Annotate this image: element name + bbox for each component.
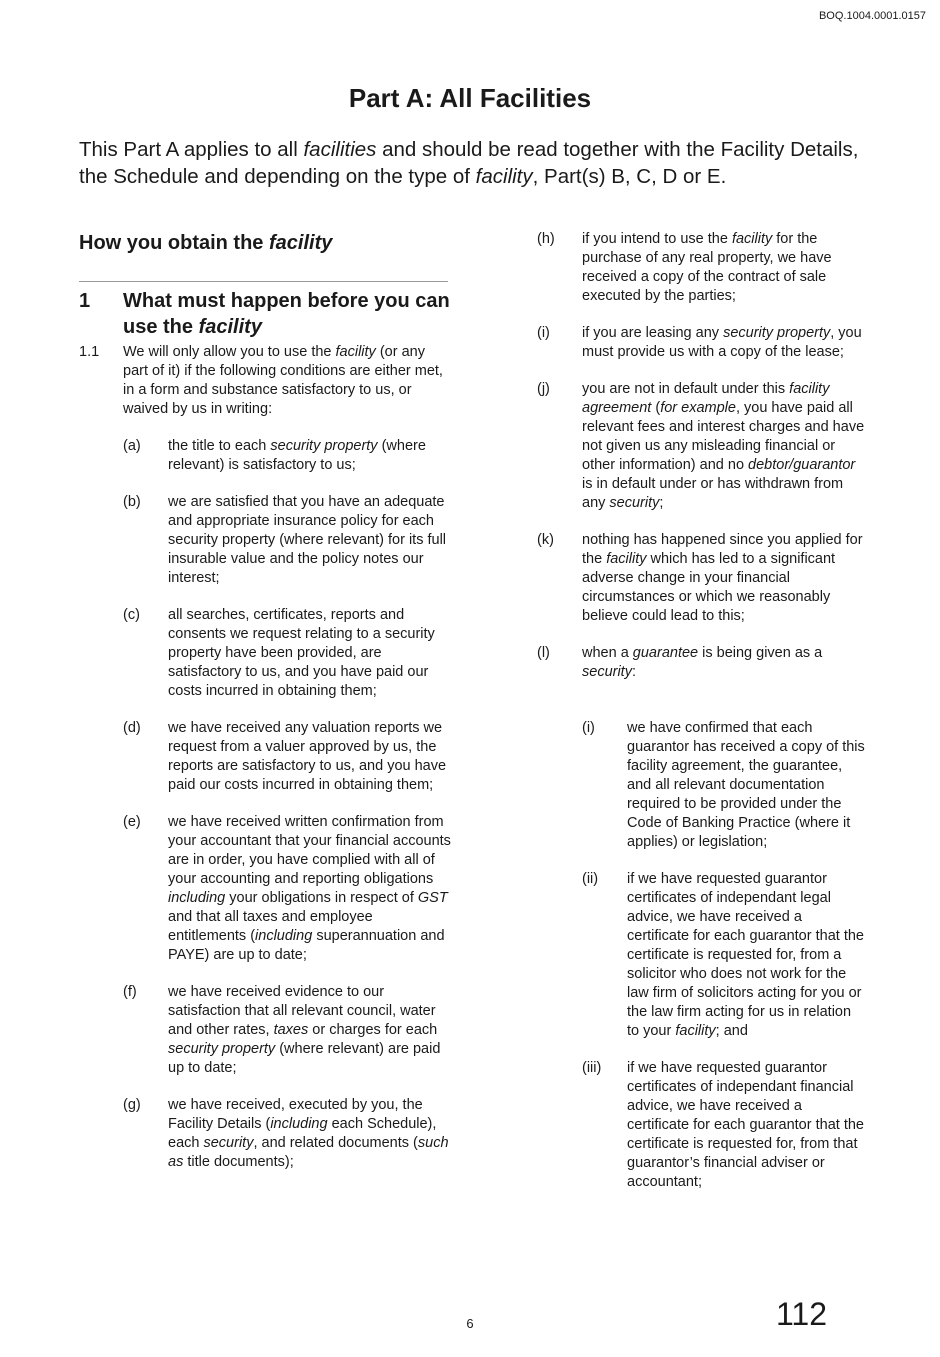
subitem-text: we have confirmed that each guarantor has received a copy of this facility agreement, the guarantee, and all relevant documentation required to be provided under the Code of Banking Practice (where it applies) or legislation;: [627, 720, 865, 850]
document-reference: BOQ.1004.0001.0157: [818, 10, 926, 22]
list-item: [537, 230, 867, 306]
sub-list-item: [582, 870, 867, 1041]
divider: [79, 281, 448, 282]
item-text: you are not in default under this facility agreement (for example, you have paid all relevant fees and interest charges and have not given us any misleading financial or other information) and no debtor/guarantor is in default under or has withdrawn from any security;: [582, 381, 865, 511]
list-item: [123, 1096, 451, 1172]
item-label: (c): [123, 607, 140, 623]
subclause-text: We will only allow you to use the facility (or any part of it) if the following conditions are either met, in a form and substance satisfactory to us, or waived by us in writing:: [123, 344, 443, 417]
item-label: (d): [123, 720, 141, 736]
list-item: [537, 324, 867, 362]
list-item: [123, 437, 451, 475]
page-number: 6: [466, 1316, 474, 1331]
subitem-label: (ii): [582, 871, 599, 887]
item-text: we have received evidence to our satisfaction that all relevant council, water and other rates, taxes or charges for each security property (where relevant) are paid up to date;: [168, 984, 441, 1076]
list-item: [537, 380, 867, 513]
item-label: (b): [123, 494, 141, 510]
clause-heading: [79, 288, 451, 340]
item-label: (g): [123, 1097, 141, 1113]
clause-title: What must happen before you can use the facility: [123, 290, 450, 338]
list-item: [123, 719, 451, 795]
item-label: (j): [537, 381, 550, 397]
sub-list-item: [582, 719, 867, 852]
item-text: when a guarantee is being given as a security:: [582, 645, 823, 680]
item-text: if you intend to use the facility for the purchase of any real property, we have received a copy of the contract of sale executed by the parties;: [582, 231, 832, 304]
left-column: [79, 230, 451, 1190]
list-item: [123, 606, 451, 701]
item-label: (e): [123, 814, 141, 830]
item-text: we have received, executed by you, the Facility Details (including each Schedule), each security, and related documents (such as title documents);: [168, 1097, 449, 1170]
subitem-text: if we have requested guarantor certificates of independant legal advice, we have received a certificate for each guarantor that the certificate is requested for, from a solicitor who does not work for the law firm of solicitors acting for you or the law firm acting for us in relation to your facility; and: [627, 871, 864, 1039]
item-text: all searches, certificates, reports and consents we request relating to a security property have been provided, are satisfactory to us, and you have paid our costs incurred in obtaining them;: [168, 607, 435, 699]
subitem-text: if we have requested guarantor certificates of independant financial advice, we have received a certificate for each guarantor that the certificate is requested for, from that guarantor’s financial adviser or accountant;: [627, 1060, 864, 1190]
item-label: (l): [537, 645, 550, 661]
item-label: (a): [123, 438, 141, 454]
page-title: Part A: All Facilities: [348, 83, 592, 113]
subclause-number: 1.1: [79, 344, 100, 360]
list-item: [123, 493, 451, 588]
list-item: [537, 644, 867, 682]
item-label: (k): [537, 532, 554, 548]
item-text: we have received any valuation reports we request from a valuer approved by us, the reports are satisfactory to us, and you have paid our costs incurred in obtaining them;: [168, 720, 447, 793]
intro-paragraph: This Part A applies to all facilities and should be read together with the Facility Details, the Schedule and depending on the type of facility, Part(s) B, C, D or E.: [79, 138, 859, 188]
item-label: (h): [537, 231, 555, 247]
item-text: if you are leasing any security property, you must provide us with a copy of the lease;: [582, 325, 862, 360]
item-text: nothing has happened since you applied for the facility which has led to a significant adverse change in your financial circumstances or which we reasonably believe could lead to this;: [582, 532, 863, 624]
item-text: the title to each security property (where relevant) is satisfactory to us;: [168, 438, 426, 473]
sub-list-item: [582, 1059, 867, 1192]
list-item: [537, 531, 867, 626]
item-text: we have received written confirmation from your accountant that your financial accounts are in order, you have complied with all of your accounting and reporting obligations including your obligations in respect of GST and that all taxes and employee entitlements (including superannuation and PAYE) are up to date;: [168, 814, 451, 963]
list-item: [123, 813, 451, 965]
subclause: [79, 343, 451, 419]
subitem-label: (i): [582, 720, 595, 736]
list-item: [123, 983, 451, 1078]
subitem-label: (iii): [582, 1060, 602, 1076]
stamp-number: 112: [775, 1296, 827, 1332]
clause-number: 1: [79, 290, 91, 312]
section-heading: How you obtain the facility: [79, 232, 333, 254]
item-text: we are satisfied that you have an adequate and appropriate insurance policy for each security property (where relevant) for its full insurable value and the policy notes our interest;: [168, 494, 447, 586]
item-label: (i): [537, 325, 550, 341]
right-column: [537, 230, 867, 1210]
item-label: (f): [123, 984, 137, 1000]
